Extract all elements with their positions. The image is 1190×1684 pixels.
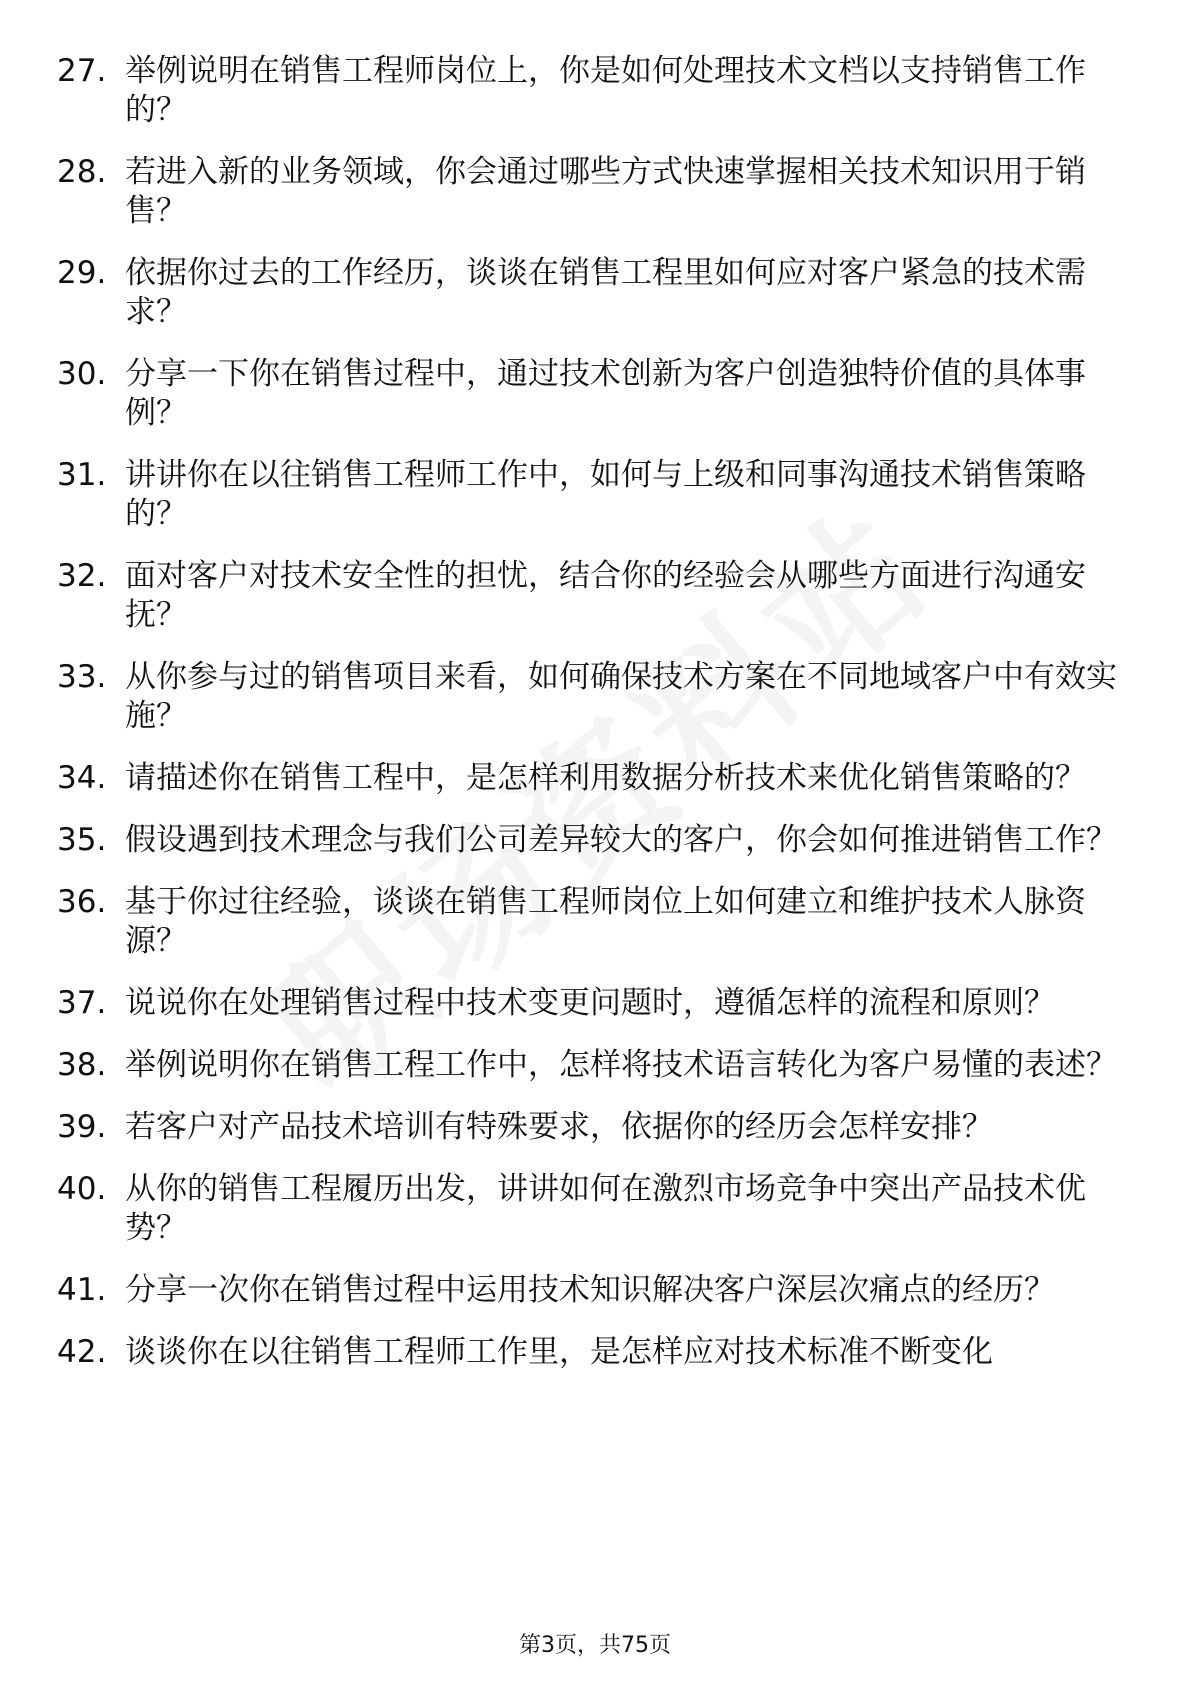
- question-item: [57, 52, 1117, 130]
- question-item: [57, 658, 1117, 736]
- question-item: [57, 456, 1117, 534]
- question-number: 31.: [57, 457, 107, 493]
- question-text: 分享一下你在销售过程中，通过技术创新为客户创造独特价值的具体事例？: [125, 356, 1086, 431]
- question-list: [57, 52, 1117, 1395]
- question-text: 从你参与过的销售项目来看，如何确保技术方案在不同地域客户中有效实施？: [125, 659, 1117, 734]
- question-number: 35.: [57, 822, 107, 858]
- question-text: 举例说明在销售工程师岗位上，你是如何处理技术文档以支持销售工作的？: [125, 53, 1086, 128]
- question-number: 39.: [57, 1109, 107, 1145]
- question-number: 28.: [57, 154, 107, 190]
- question-text: 假设遇到技术理念与我们公司差异较大的客户，你会如何推进销售工作？: [125, 822, 1117, 858]
- question-item: [57, 1333, 1117, 1372]
- question-number: 33.: [57, 659, 107, 695]
- question-number: 42.: [57, 1334, 107, 1370]
- question-text: 若客户对产品技术培训有特殊要求，依据你的经历会怎样安排？: [125, 1109, 993, 1145]
- question-text: 谈谈你在以往销售工程师工作里，是怎样应对技术标准不断变化: [125, 1334, 993, 1370]
- question-item: [57, 1108, 1117, 1147]
- question-number: 41.: [57, 1272, 107, 1308]
- question-number: 34.: [57, 760, 107, 796]
- question-item: [57, 355, 1117, 433]
- question-item: [57, 883, 1117, 961]
- question-item: [57, 557, 1117, 635]
- question-text: 若进入新的业务领域，你会通过哪些方式快速掌握相关技术知识用于销售？: [125, 154, 1086, 229]
- question-number: 30.: [57, 356, 107, 392]
- question-number: 29.: [57, 255, 107, 291]
- question-text: 面对客户对技术安全性的担忧，结合你的经验会从哪些方面进行沟通安抚？: [125, 558, 1086, 633]
- question-text: 请描述你在销售工程中，是怎样利用数据分析技术来优化销售策略的？: [125, 760, 1086, 796]
- question-text: 分享一次你在销售过程中运用技术知识解决客户深层次痛点的经历？: [125, 1272, 1055, 1308]
- question-number: 27.: [57, 53, 107, 89]
- question-text: 举例说明你在销售工程工作中，怎样将技术语言转化为客户易懂的表述？: [125, 1047, 1117, 1083]
- question-number: 38.: [57, 1047, 107, 1083]
- question-text: 说说你在处理销售过程中技术变更问题时，遵循怎样的流程和原则？: [125, 985, 1055, 1021]
- question-item: [57, 254, 1117, 332]
- question-item: [57, 984, 1117, 1023]
- question-number: 32.: [57, 558, 107, 594]
- question-item: [57, 759, 1117, 798]
- question-item: [57, 1170, 1117, 1248]
- question-text: 讲讲你在以往销售工程师工作中，如何与上级和同事沟通技术销售策略的？: [125, 457, 1086, 532]
- question-item: [57, 1271, 1117, 1310]
- question-number: 37.: [57, 985, 107, 1021]
- page-number: 第3页，共75页: [519, 1633, 671, 1658]
- question-item: [57, 821, 1117, 860]
- question-text: 依据你过去的工作经历，谈谈在销售工程里如何应对客户紧急的技术需求？: [125, 255, 1086, 330]
- question-number: 40.: [57, 1171, 107, 1207]
- question-text: 从你的销售工程履历出发，讲讲如何在激烈市场竞争中突出产品技术优势？: [125, 1171, 1086, 1246]
- question-item: [57, 1046, 1117, 1085]
- question-number: 36.: [57, 884, 107, 920]
- question-item: [57, 153, 1117, 231]
- question-text: 基于你过往经验，谈谈在销售工程师岗位上如何建立和维护技术人脉资源？: [125, 884, 1086, 959]
